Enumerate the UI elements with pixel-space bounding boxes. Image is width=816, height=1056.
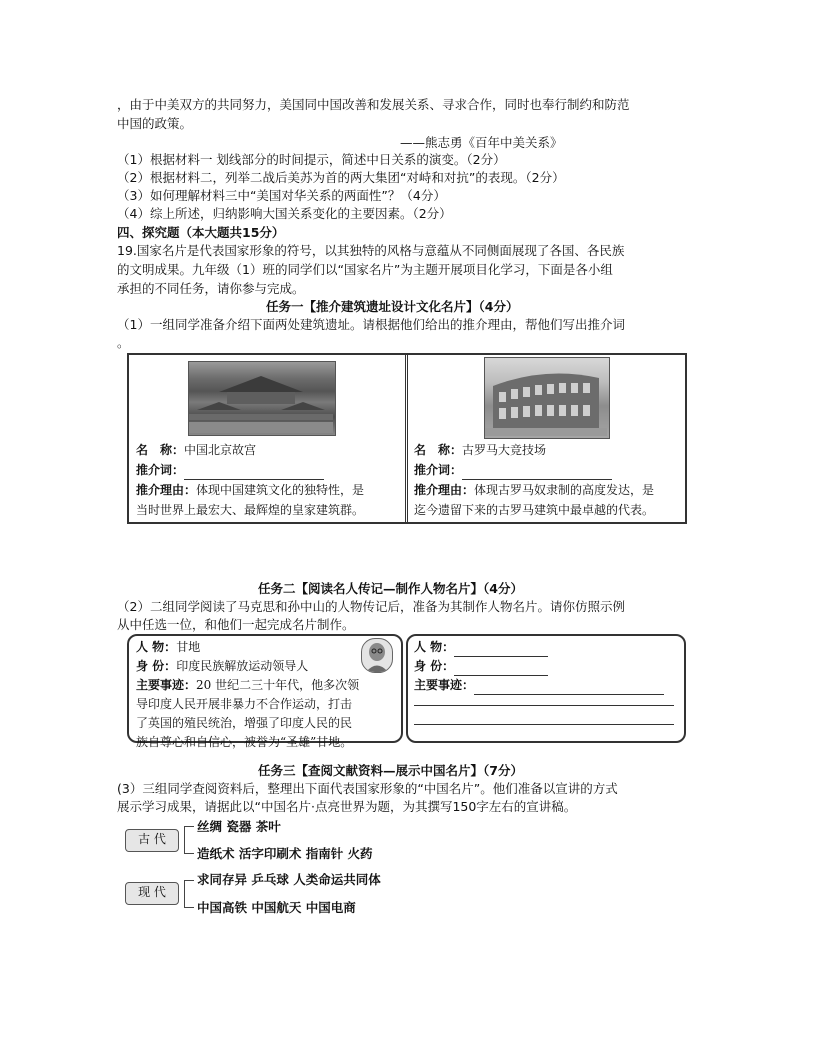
section4-intro-3: 承担的不同任务，请你参与完成。 <box>117 281 305 296</box>
example-person-label: 人 物： <box>136 640 177 654</box>
modern-row-1: 求同存异 乒乓球 人类命运共同体 <box>197 872 381 887</box>
card1-reason-2: 当时世界上最宏大、最辉煌的皇家建筑群。 <box>136 503 365 517</box>
task1-title: 任务一【推介建筑遗址设计文化名片】（4分） <box>266 299 519 314</box>
blank-deeds-line-3[interactable] <box>414 724 674 725</box>
card2-name-label: 名 称： <box>414 443 463 457</box>
blank-deeds-line-2[interactable] <box>414 705 674 706</box>
task3-prompt-2: 展示学习成果，请据此以“中国名片·点亮世界为题，为其撰写150字左右的宣讲稿。 <box>117 799 577 814</box>
card2-promo-blank[interactable] <box>462 467 612 480</box>
section4-intro-1: 19.国家名片是代表国家形象的符号，以其独特的风格与意蕴从不同侧面展现了各国、各民族 <box>117 243 625 258</box>
card2-promo-row <box>414 460 612 480</box>
card1-promo-label: 推介词： <box>136 463 185 477</box>
card1-reason-label: 推介理由： <box>136 483 197 497</box>
q18-question-3: （3）如何理解材料三中“美国对华关系的两面性”？（4分） <box>117 188 446 203</box>
example-deeds-1: 20 世纪二三十年代，他多次领 <box>196 678 360 692</box>
blank-person-field[interactable] <box>454 644 548 657</box>
material3-line2: 中国的政策。 <box>117 116 193 131</box>
example-deeds-row <box>136 676 359 695</box>
example-role: 印度民族解放运动领导人 <box>176 659 309 673</box>
task1-prompt-1: （1）一组同学准备介绍下面两处建筑遗址。请根据他们给出的推介理由，帮他们写出推介词 <box>117 317 625 332</box>
blank-deeds-row <box>414 676 664 695</box>
example-person-row <box>136 638 200 657</box>
ancient-brace-tick-top <box>184 826 194 827</box>
blank-role-row <box>414 657 548 676</box>
card2-promo-label: 推介词： <box>414 463 463 477</box>
card1-name: 中国北京故宫 <box>184 443 257 457</box>
card1-promo-row <box>136 460 324 480</box>
example-deeds-4: 族自尊心和自信心，被誉为“圣雄”甘地。 <box>136 735 353 749</box>
section4-intro-2: 的文明成果。九年级（1）班的同学们以“国家名片”为主题开展项目化学习，下面是各小组 <box>117 262 613 277</box>
ancient-tag: 古 代 <box>125 829 179 852</box>
example-role-label: 身 份： <box>136 659 177 673</box>
q18-question-4: （4）综上所述，归纳影响大国关系变化的主要因素。（2分） <box>117 206 452 221</box>
task2-prompt-2: 从中任选一位，和他们一起完成名片制作。 <box>117 617 355 632</box>
table-divider <box>405 353 408 524</box>
example-person: 甘地 <box>176 640 201 654</box>
blank-role-field[interactable] <box>454 663 548 676</box>
example-deeds-3: 了英国的殖民统治，增强了印度人民的民 <box>136 716 353 730</box>
ancient-row-1: 丝绸 瓷器 茶叶 <box>197 819 281 834</box>
card2-reason-label: 推介理由： <box>414 483 475 497</box>
card1-name-row <box>136 440 256 460</box>
task1-prompt-2: 。 <box>117 335 130 350</box>
card1-name-label: 名 称： <box>136 443 185 457</box>
card1-reason-1: 体现中国建筑文化的独特性，是 <box>196 483 365 497</box>
card2-name: 古罗马大竞技场 <box>462 443 547 457</box>
card1-promo-blank[interactable] <box>184 467 324 480</box>
gandhi-portrait <box>361 638 393 673</box>
card2-reason-2: 迄今遗留下来的古罗马建筑中最卓越的代表。 <box>414 503 655 517</box>
modern-tag: 现 代 <box>125 882 179 905</box>
ancient-brace-tick-bottom <box>184 853 194 854</box>
card2-reason-1: 体现古罗马奴隶制的高度发达，是 <box>474 483 655 497</box>
card1-reason-row <box>136 480 364 500</box>
task3-title: 任务三【查阅文献资料—展示中国名片】（7分） <box>258 763 523 778</box>
blank-role-label: 身 份： <box>414 659 455 673</box>
ancient-brace <box>184 826 185 854</box>
material3-source: ——熊志勇《百年中美关系》 <box>400 135 563 150</box>
material3-line1: ，由于中美双方的共同努力，美国同中国改善和发展关系、寻求合作，同时也奉行制约和防范 <box>117 97 630 112</box>
blank-deeds-label: 主要事迹： <box>414 678 475 692</box>
example-deeds-2: 导印度人民开展非暴力不合作运动，打击 <box>136 697 353 711</box>
modern-brace <box>184 880 185 908</box>
q18-question-2: （2）根据材料二，列举二战后美苏为首的两大集团“对峙和对抗”的表现。（2分） <box>117 170 565 185</box>
card2-reason-row <box>414 480 654 500</box>
modern-brace-tick-top <box>184 880 194 881</box>
example-deeds-label: 主要事迹： <box>136 678 197 692</box>
blank-deeds-field-1[interactable] <box>474 682 664 695</box>
task3-prompt-1: (3）三组同学查阅资料后，整理出下面代表国家形象的“中国名片”。他们准备以宣讲的方式 <box>117 781 618 796</box>
ancient-row-2: 造纸术 活字印刷术 指南针 火药 <box>197 846 373 861</box>
task2-title: 任务二【阅读名人传记—制作人物名片】（4分） <box>258 581 523 596</box>
modern-row-2: 中国高铁 中国航天 中国电商 <box>197 900 356 915</box>
blank-person-row <box>414 638 548 657</box>
q18-question-1: （1）根据材料一 划线部分的时间提示，简述中日关系的演变。（2分） <box>117 152 506 167</box>
section4-heading: 四、探究题（本大题共15分） <box>117 225 285 240</box>
task2-prompt-1: （2）二组同学阅读了马克思和孙中山的人物传记后，准备为其制作人物名片。请你仿照示例 <box>117 599 625 614</box>
modern-brace-tick-bottom <box>184 907 194 908</box>
example-role-row <box>136 657 308 676</box>
colosseum-photo <box>484 357 610 439</box>
card2-name-row <box>414 440 546 460</box>
blank-person-label: 人 物： <box>414 640 455 654</box>
forbidden-city-photo <box>188 361 336 436</box>
